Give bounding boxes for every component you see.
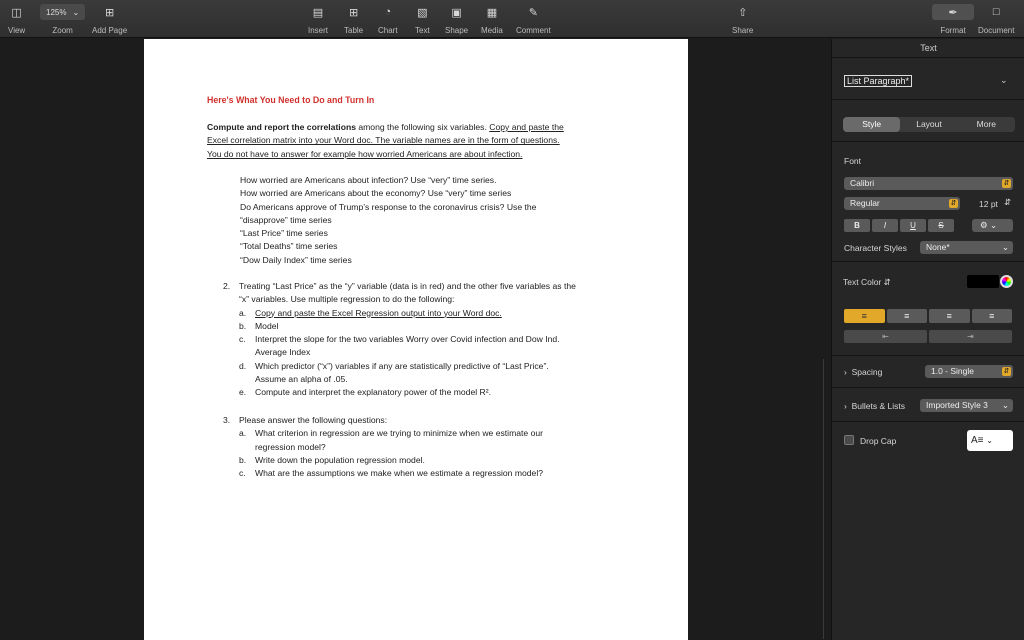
- sidebar-icon: ◫: [11, 6, 22, 19]
- increase-indent-icon[interactable]: ⇥: [929, 330, 1012, 343]
- intro-underlined-2: Excel correlation matrix into your Word doc. The variable names are in the form of questions.: [207, 135, 560, 146]
- insert-button[interactable]: [308, 4, 328, 35]
- variable-list: [240, 174, 600, 267]
- vertical-scrollbar[interactable]: [823, 359, 827, 639]
- insert-icon: ▤: [312, 6, 324, 19]
- sub-text: Assume an alpha of .05.: [255, 374, 348, 385]
- tab-more[interactable]: More: [976, 119, 996, 129]
- chevron-down-icon: ⌄: [1001, 242, 1009, 252]
- sub-list-item: [223, 467, 653, 480]
- intro-paragraph: [207, 121, 627, 161]
- view-label: View: [8, 26, 26, 35]
- bold-button[interactable]: B: [844, 219, 870, 232]
- media-icon: ▦: [486, 6, 498, 19]
- character-styles-label: Character Styles: [844, 243, 907, 253]
- sub-text: Model: [255, 320, 279, 331]
- tab-layout[interactable]: Layout: [916, 119, 942, 129]
- add-page-label: Add Page: [92, 26, 128, 35]
- sub-list-item: [223, 333, 653, 346]
- text-color-swatch[interactable]: [967, 275, 999, 288]
- spacing-value: 1.0 - Single: [931, 366, 974, 376]
- drop-cap-label: Drop Cap: [860, 436, 897, 446]
- align-justify-icon[interactable]: ≡: [972, 309, 1013, 323]
- align-center-icon[interactable]: ≡: [887, 309, 928, 323]
- item-text: “x” variables. Use multiple regression to do the following:: [239, 294, 455, 305]
- sub-text: What are the assumptions we make when we estimate a regression model?: [255, 468, 544, 479]
- italic-button[interactable]: I: [872, 219, 898, 232]
- item-number: 2.: [223, 281, 231, 291]
- document-button[interactable]: [978, 4, 1014, 35]
- comment-label: Comment: [516, 26, 551, 35]
- heading-text: Here's What You Need to Do and Turn In: [207, 95, 375, 105]
- chevron-down-icon: ⌄: [986, 436, 993, 445]
- font-style-buttons: [844, 219, 954, 232]
- align-right-icon[interactable]: ≡: [929, 309, 970, 323]
- variable-item: How worried are Americans about the economy? Use “very” time series: [240, 188, 512, 199]
- sub-text: Copy and paste the Excel Regression output into your Word doc.: [255, 307, 502, 318]
- color-wheel-icon[interactable]: [1000, 275, 1013, 288]
- sub-list-item: [223, 386, 653, 399]
- zoom-value: 125%: [46, 7, 67, 17]
- format-label: Format: [940, 26, 966, 35]
- media-label: Media: [481, 26, 503, 35]
- sub-letter: b.: [239, 320, 247, 331]
- panel-title: Text: [920, 43, 937, 53]
- font-family-dropdown[interactable]: [844, 177, 1013, 190]
- item-text: Treating “Last Price” as the “y” variable (data is in red) and the other five variables as the: [239, 281, 576, 291]
- chart-icon: ◔: [384, 6, 392, 18]
- add-page-button[interactable]: [92, 4, 127, 35]
- intro-text: among the following six variables.: [355, 122, 490, 132]
- document-icon: □: [992, 6, 1000, 18]
- table-label: Table: [344, 26, 364, 35]
- sub-list-item: [223, 441, 653, 454]
- table-icon: ⊞: [348, 6, 359, 19]
- document-canvas[interactable]: [0, 39, 831, 640]
- shape-label: Shape: [445, 26, 469, 35]
- zoom-dropdown[interactable]: [40, 4, 85, 20]
- chevron-right-icon: ›: [844, 401, 847, 411]
- strikethrough-button[interactable]: S: [928, 219, 954, 232]
- text-label: Text: [415, 26, 430, 35]
- variable-item: How worried are Americans about infection? Use “very” time series.: [240, 175, 497, 185]
- sub-list-item: [223, 360, 653, 373]
- sub-text: Average Index: [255, 347, 311, 358]
- sub-list-item: [223, 320, 653, 333]
- font-weight-value: Regular: [850, 198, 880, 208]
- sub-text: Write down the population regression model.: [255, 454, 425, 465]
- stepper-icon[interactable]: ⇵: [1004, 197, 1012, 207]
- sub-letter: d.: [239, 360, 247, 371]
- bullets-value: Imported Style 3: [926, 400, 988, 410]
- sub-letter: c.: [239, 468, 246, 479]
- character-styles-value: None*: [926, 242, 950, 252]
- bullets-label: Bullets & Lists: [851, 401, 905, 411]
- align-left-icon[interactable]: ≡: [844, 309, 885, 323]
- document-label: Document: [978, 26, 1015, 35]
- intro-underlined-3: You do not have to answer for example how worried Americans are about infection.: [207, 148, 523, 159]
- textbox-icon: ▧: [417, 6, 428, 19]
- sub-list-item: [223, 454, 653, 467]
- chevron-down-icon: ⌄: [1001, 400, 1009, 410]
- sub-list-item: [223, 427, 653, 440]
- share-label: Share: [732, 26, 754, 35]
- share-icon: ⇧: [738, 6, 748, 19]
- decrease-indent-icon[interactable]: ⇤: [844, 330, 927, 343]
- table-button[interactable]: [344, 4, 363, 35]
- paragraph-style-dropdown[interactable]: List Paragraph*: [844, 75, 912, 87]
- chevron-down-icon[interactable]: ⌄: [1000, 75, 1008, 85]
- add-page-icon: ⊞: [104, 6, 115, 19]
- font-weight-dropdown[interactable]: [844, 197, 960, 210]
- sub-list: [223, 307, 653, 400]
- intro-underlined-1: Copy and paste the: [489, 122, 564, 132]
- media-button[interactable]: [481, 4, 503, 35]
- zoom-control[interactable]: [40, 4, 85, 35]
- sub-text: regression model?: [255, 441, 326, 452]
- chart-button[interactable]: [378, 4, 398, 35]
- panel-tabs: [843, 117, 1015, 132]
- chevron-right-icon: ›: [844, 367, 847, 377]
- format-button[interactable]: [932, 4, 974, 35]
- text-color-label[interactable]: Text Color ⇵: [843, 277, 891, 287]
- up-down-arrow-icon: ⇵: [1003, 368, 1010, 375]
- sub-letter: a.: [239, 307, 247, 318]
- font-size-value[interactable]: 12 pt: [979, 199, 998, 209]
- comment-icon: ✎: [528, 6, 538, 19]
- intro-bold-text: Compute and report the correlations: [207, 122, 356, 132]
- variable-item: “Total Deaths” time series: [240, 241, 338, 252]
- comment-button[interactable]: [516, 4, 551, 35]
- underline-button[interactable]: U: [900, 219, 926, 232]
- sub-list-item: [223, 373, 653, 386]
- paintbrush-icon: ✒: [932, 4, 974, 20]
- sub-letter: a.: [239, 428, 247, 439]
- format-panel: [831, 39, 1024, 640]
- variable-item: “Last Price” time series: [240, 228, 328, 239]
- text-options-gear-icon[interactable]: ⚙ ⌄: [972, 219, 1013, 232]
- list-item-2: [223, 280, 653, 400]
- drop-cap-style-dropdown[interactable]: A≡ ⌄: [967, 430, 1013, 451]
- list-item-3: [223, 414, 653, 480]
- spacing-label: Spacing: [851, 367, 883, 377]
- alignment-buttons: [844, 309, 1012, 323]
- zoom-label: Zoom: [52, 26, 73, 35]
- sub-text: Compute and interpret the explanatory power of the model R².: [255, 387, 491, 398]
- sub-list-item: [223, 346, 653, 359]
- sub-text: What criterion in regression are we trying to minimize when we estimate our: [255, 428, 544, 439]
- variable-item: “Dow Daily Index” time series: [240, 254, 352, 265]
- text-button[interactable]: [415, 4, 430, 35]
- chevron-down-icon: ⌄: [72, 7, 80, 17]
- spacing-dropdown[interactable]: [925, 365, 1013, 378]
- tab-style[interactable]: Style: [843, 117, 900, 132]
- indent-buttons: [844, 330, 1012, 343]
- item-number: 3.: [223, 415, 231, 425]
- view-button[interactable]: [8, 4, 25, 35]
- drop-cap-checkbox[interactable]: [844, 435, 854, 445]
- heading: [207, 94, 374, 107]
- variable-item: “disapprove” time series: [240, 214, 332, 225]
- item-text: Please answer the following questions:: [239, 415, 388, 425]
- variable-item: Do Americans approve of Trump’s response to the coronavirus crisis? Use the: [240, 201, 537, 212]
- insert-label: Insert: [308, 26, 329, 35]
- sub-text: Which predictor (“x”) variables if any are statistically predictive of “Last Price”.: [255, 360, 549, 371]
- shape-button[interactable]: [445, 4, 468, 35]
- font-family-value: Calibri: [850, 178, 875, 188]
- sub-letter: b.: [239, 454, 247, 465]
- character-styles-dropdown[interactable]: [920, 241, 1013, 254]
- bullets-section[interactable]: [844, 401, 905, 411]
- bullets-dropdown[interactable]: [920, 399, 1013, 412]
- up-down-arrow-icon: ⇵: [1003, 180, 1010, 187]
- sub-list: [223, 427, 653, 480]
- up-down-arrow-icon: ⇵: [950, 200, 957, 207]
- font-label: Font: [844, 156, 862, 166]
- text-color-text: Text Color: [843, 277, 882, 287]
- sub-letter: e.: [239, 387, 247, 398]
- sub-list-item: [223, 307, 653, 320]
- sub-letter: c.: [239, 334, 246, 345]
- document-page[interactable]: [144, 39, 688, 640]
- toolbar: [0, 0, 1024, 38]
- share-button[interactable]: [732, 4, 753, 35]
- shape-icon: ▣: [451, 6, 462, 19]
- chart-label: Chart: [378, 26, 398, 35]
- sub-text: Interpret the slope for the two variables Worry over Covid infection and Dow Ind.: [255, 334, 560, 345]
- spacing-section[interactable]: [844, 367, 882, 377]
